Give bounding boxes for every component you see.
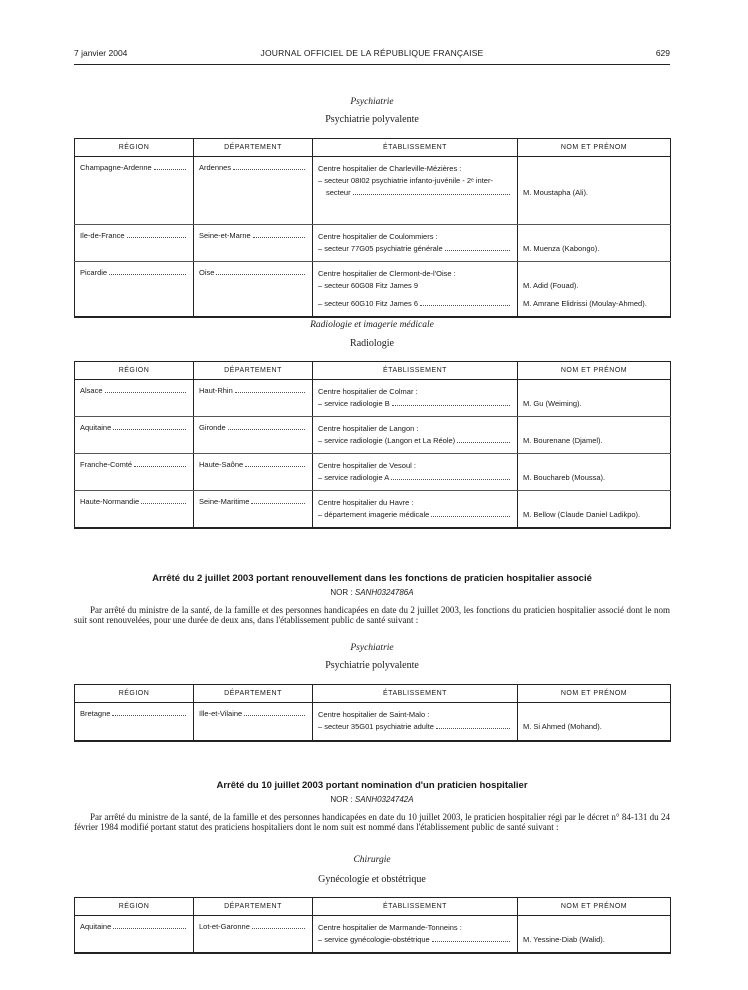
table-row xyxy=(75,225,671,262)
dot-leader xyxy=(252,928,305,929)
nom-prenom-value: M. Moustapha (Ali). xyxy=(523,188,589,197)
dot-leader xyxy=(112,715,186,716)
nom-prenom-value: M. Muenza (Kabongo). xyxy=(523,244,600,253)
dot-leader xyxy=(109,274,186,275)
table-header-row xyxy=(75,898,671,916)
region-value: Alsace xyxy=(80,386,103,395)
arrete2-paragraph: Par arrêté du ministre de la santé, de la famille et des personnes handicapées en date du 10 juillet 2003, le praticien hospitalier régi par le décret n° 84-131 du 24 février 1984 modifié portant statut des praticiens hospitaliers dont le nom suit est nommé dans l'établissement public de santé suivant : xyxy=(74,812,670,832)
header-page-number: 629 xyxy=(655,48,670,58)
dot-leader xyxy=(436,728,510,729)
section3-subspecialty: Psychiatrie polyvalente xyxy=(325,660,419,671)
nom-prenom-cell xyxy=(518,225,671,262)
region-value-cell xyxy=(75,380,194,417)
dot-leader xyxy=(244,715,305,716)
region-value: Haute-Normandie xyxy=(80,497,140,506)
departement-value-cell xyxy=(194,225,313,262)
section3-specialty: Psychiatrie xyxy=(350,643,394,653)
departement-value: Seine-Maritime xyxy=(199,497,250,506)
etablissement-line: – secteur 35G01 psychiatrie adulte xyxy=(318,722,434,731)
etablissement-line: Centre hospitalier de Coulommiers : xyxy=(318,232,438,241)
section1-subspecialty: Psychiatrie polyvalente xyxy=(325,114,419,125)
section1-specialty: Psychiatrie xyxy=(350,97,394,107)
arrete1-nor-code: SANH0324786A xyxy=(354,588,414,597)
table-header-row xyxy=(75,139,671,157)
etablissement-cell xyxy=(313,417,518,454)
dot-leader xyxy=(432,941,510,942)
section4-specialty: Chirurgie xyxy=(353,855,391,865)
nom-prenom-value: M. Amrane Elidrissi (Moulay-Ahmed). xyxy=(523,299,647,308)
dot-leader xyxy=(392,405,510,406)
etablissement-cell xyxy=(313,916,518,954)
region-value: Aquitaine xyxy=(80,922,112,931)
region-value: Aquitaine xyxy=(80,423,112,432)
etablissement-line: Centre hospitalier de Langon : xyxy=(318,424,419,433)
arrete1-paragraph: Par arrêté du ministre de la santé, de la famille et des personnes handicapées en date du 2 juillet 2003, les fonctions du praticien hospitalier associé dont le nom suit sont renouvelées, pour une durée de deux ans, dans l'établissement public de santé suivant : xyxy=(74,605,670,625)
etablissement-cell xyxy=(313,262,518,318)
region-value-cell xyxy=(75,703,194,741)
dot-leader xyxy=(235,392,305,393)
dot-leader xyxy=(154,169,186,170)
etablissement-line: Centre hospitalier de Clermont-de-l'Oise : xyxy=(318,269,456,278)
etablissement-cell xyxy=(313,491,518,529)
section3-table xyxy=(74,684,671,742)
departement-value: Oise xyxy=(199,268,215,277)
dot-leader xyxy=(228,429,305,430)
dot-leader xyxy=(233,169,305,170)
region-value: Picardie xyxy=(80,268,108,277)
dot-leader xyxy=(216,274,305,275)
nom-prenom-cell xyxy=(518,916,671,954)
etablissement-line: – secteur 08I02 psychiatrie infanto-juvénile - 2ᵉ inter- xyxy=(318,176,493,185)
departement-value: Gironde xyxy=(199,423,226,432)
departement-value-cell xyxy=(194,157,313,225)
column-header-nom-prenom: NOM ET PRÉNOM xyxy=(518,362,671,380)
departement-value-cell xyxy=(194,454,313,491)
departement-value: Lot-et-Garonne xyxy=(199,922,250,931)
etablissement-line: – secteur 77G05 psychiatrie générale xyxy=(318,244,443,253)
nom-prenom-cell xyxy=(518,454,671,491)
nom-prenom-cell xyxy=(518,417,671,454)
table-row xyxy=(75,262,671,318)
region-value-cell xyxy=(75,454,194,491)
section2-specialty: Radiologie et imagerie médicale xyxy=(310,320,434,330)
table-row xyxy=(75,491,671,529)
column-header-region: RÉGION xyxy=(75,139,194,157)
dot-leader xyxy=(113,928,186,929)
etablissement-line: Centre hospitalier de Saint-Malo : xyxy=(318,710,430,719)
region-value: Ile-de-France xyxy=(80,231,125,240)
section4-subspecialty: Gynécologie et obstétrique xyxy=(318,874,426,885)
departement-value: Haut-Rhin xyxy=(199,386,233,395)
dot-leader xyxy=(127,237,186,238)
dot-leader xyxy=(457,442,510,443)
section1-table xyxy=(74,138,671,318)
etablissement-cell xyxy=(313,454,518,491)
etablissement-cell xyxy=(313,703,518,741)
region-value: Bretagne xyxy=(80,709,111,718)
nom-prenom-cell xyxy=(518,157,671,225)
etablissement-line: Centre hospitalier de Marmande-Tonneins : xyxy=(318,923,462,932)
etablissement-line: Centre hospitalier de Charleville-Mézières : xyxy=(318,164,462,173)
etablissement-line: – service radiologie A xyxy=(318,473,390,482)
dot-leader xyxy=(245,466,305,467)
departement-value-cell xyxy=(194,491,313,529)
arrete1-nor xyxy=(74,588,670,597)
page-header xyxy=(74,48,670,62)
column-header-departement: DÉPARTEMENT xyxy=(194,898,313,916)
dot-leader xyxy=(420,305,510,306)
column-header-region: RÉGION xyxy=(75,685,194,703)
region-value-cell xyxy=(75,262,194,318)
departement-value: Haute-Saône xyxy=(199,460,244,469)
nom-prenom-cell xyxy=(518,491,671,529)
departement-value-cell xyxy=(194,703,313,741)
dot-leader xyxy=(431,516,510,517)
dot-leader xyxy=(353,194,510,195)
region-value: Champagne-Ardenne xyxy=(80,163,152,172)
dot-leader xyxy=(251,503,305,504)
column-header-etablissement: ÉTABLISSEMENT xyxy=(313,898,518,916)
table-row xyxy=(75,916,671,954)
arrete1-nor-label: NOR : xyxy=(330,588,353,597)
departement-value-cell xyxy=(194,380,313,417)
etablissement-line: Centre hospitalier du Havre : xyxy=(318,498,414,507)
nom-prenom-value: M. Gu (Weiming). xyxy=(523,399,582,408)
table-row xyxy=(75,380,671,417)
table-header-row xyxy=(75,362,671,380)
table-header-row xyxy=(75,685,671,703)
column-header-region: RÉGION xyxy=(75,898,194,916)
section2-table xyxy=(74,361,671,529)
region-value: Franche-Comté xyxy=(80,460,133,469)
etablissement-line: – service radiologie B xyxy=(318,399,390,408)
column-header-departement: DÉPARTEMENT xyxy=(194,685,313,703)
dot-leader xyxy=(445,250,510,251)
column-header-etablissement: ÉTABLISSEMENT xyxy=(313,362,518,380)
header-journal-title: JOURNAL OFFICIEL DE LA RÉPUBLIQUE FRANÇAISE xyxy=(260,48,484,58)
nom-prenom-value: M. Yessine-Diab (Walid). xyxy=(523,935,605,944)
region-value-cell xyxy=(75,225,194,262)
etablissement-line: secteur xyxy=(326,188,351,197)
region-value-cell xyxy=(75,157,194,225)
departement-value: Ardennes xyxy=(199,163,232,172)
etablissement-line: Centre hospitalier de Colmar : xyxy=(318,387,418,396)
section4-table xyxy=(74,897,671,954)
column-header-nom-prenom: NOM ET PRÉNOM xyxy=(518,685,671,703)
nom-prenom-cell xyxy=(518,380,671,417)
dot-leader xyxy=(134,466,186,467)
etablissement-line: – service gynécologie-obstétrique xyxy=(318,935,430,944)
nom-prenom-value: M. Si Ahmed (Mohand). xyxy=(523,722,602,731)
region-value-cell xyxy=(75,916,194,954)
column-header-etablissement: ÉTABLISSEMENT xyxy=(313,139,518,157)
header-date: 7 janvier 2004 xyxy=(74,48,128,58)
etablissement-cell xyxy=(313,157,518,225)
etablissement-line: – secteur 60G10 Fitz James 6 xyxy=(318,299,419,308)
arrete1-title: Arrêté du 2 juillet 2003 portant renouvellement dans les fonctions de praticien hospitalier associé xyxy=(152,573,592,584)
etablissement-line: – secteur 60G08 Fitz James 9 xyxy=(318,281,419,290)
departement-value-cell xyxy=(194,916,313,954)
arrete2-title: Arrêté du 10 juillet 2003 portant nomination d'un praticien hospitalier xyxy=(216,780,528,791)
nom-prenom-cell xyxy=(518,703,671,741)
etablissement-line: Centre hospitalier de Vesoul : xyxy=(318,461,416,470)
column-header-region: RÉGION xyxy=(75,362,194,380)
column-header-nom-prenom: NOM ET PRÉNOM xyxy=(518,139,671,157)
departement-value: Ille-et-Vilaine xyxy=(199,709,243,718)
nom-prenom-value: M. Bouchareb (Moussa). xyxy=(523,473,606,482)
column-header-etablissement: ÉTABLISSEMENT xyxy=(313,685,518,703)
section2-subspecialty: Radiologie xyxy=(350,338,394,349)
dot-leader xyxy=(391,479,510,480)
column-header-departement: DÉPARTEMENT xyxy=(194,362,313,380)
departement-value: Seine-et-Marne xyxy=(199,231,251,240)
etablissement-cell xyxy=(313,380,518,417)
header-rule xyxy=(74,64,670,65)
etablissement-cell xyxy=(313,225,518,262)
table-row xyxy=(75,157,671,225)
nom-prenom-value: M. Bourenane (Djamel). xyxy=(523,436,603,445)
dot-leader xyxy=(253,237,305,238)
arrete2-nor-label: NOR : xyxy=(330,795,353,804)
departement-value-cell xyxy=(194,417,313,454)
table-row xyxy=(75,417,671,454)
dot-leader xyxy=(113,429,186,430)
arrete2-nor xyxy=(74,795,670,804)
table-row xyxy=(75,454,671,491)
table-row xyxy=(75,703,671,741)
column-header-departement: DÉPARTEMENT xyxy=(194,139,313,157)
column-header-nom-prenom: NOM ET PRÉNOM xyxy=(518,898,671,916)
nom-prenom-cell xyxy=(518,262,671,318)
departement-value-cell xyxy=(194,262,313,318)
arrete2-nor-code: SANH0324742A xyxy=(354,795,414,804)
etablissement-line: – département imagerie médicale xyxy=(318,510,430,519)
nom-prenom-value: M. Adid (Fouad). xyxy=(523,281,579,290)
nom-prenom-value: M. Bellow (Claude Daniel Ladikpo). xyxy=(523,510,641,519)
dot-leader xyxy=(105,392,186,393)
dot-leader xyxy=(141,503,186,504)
region-value-cell xyxy=(75,417,194,454)
etablissement-line: – service radiologie (Langon et La Réole) xyxy=(318,436,456,445)
region-value-cell xyxy=(75,491,194,529)
